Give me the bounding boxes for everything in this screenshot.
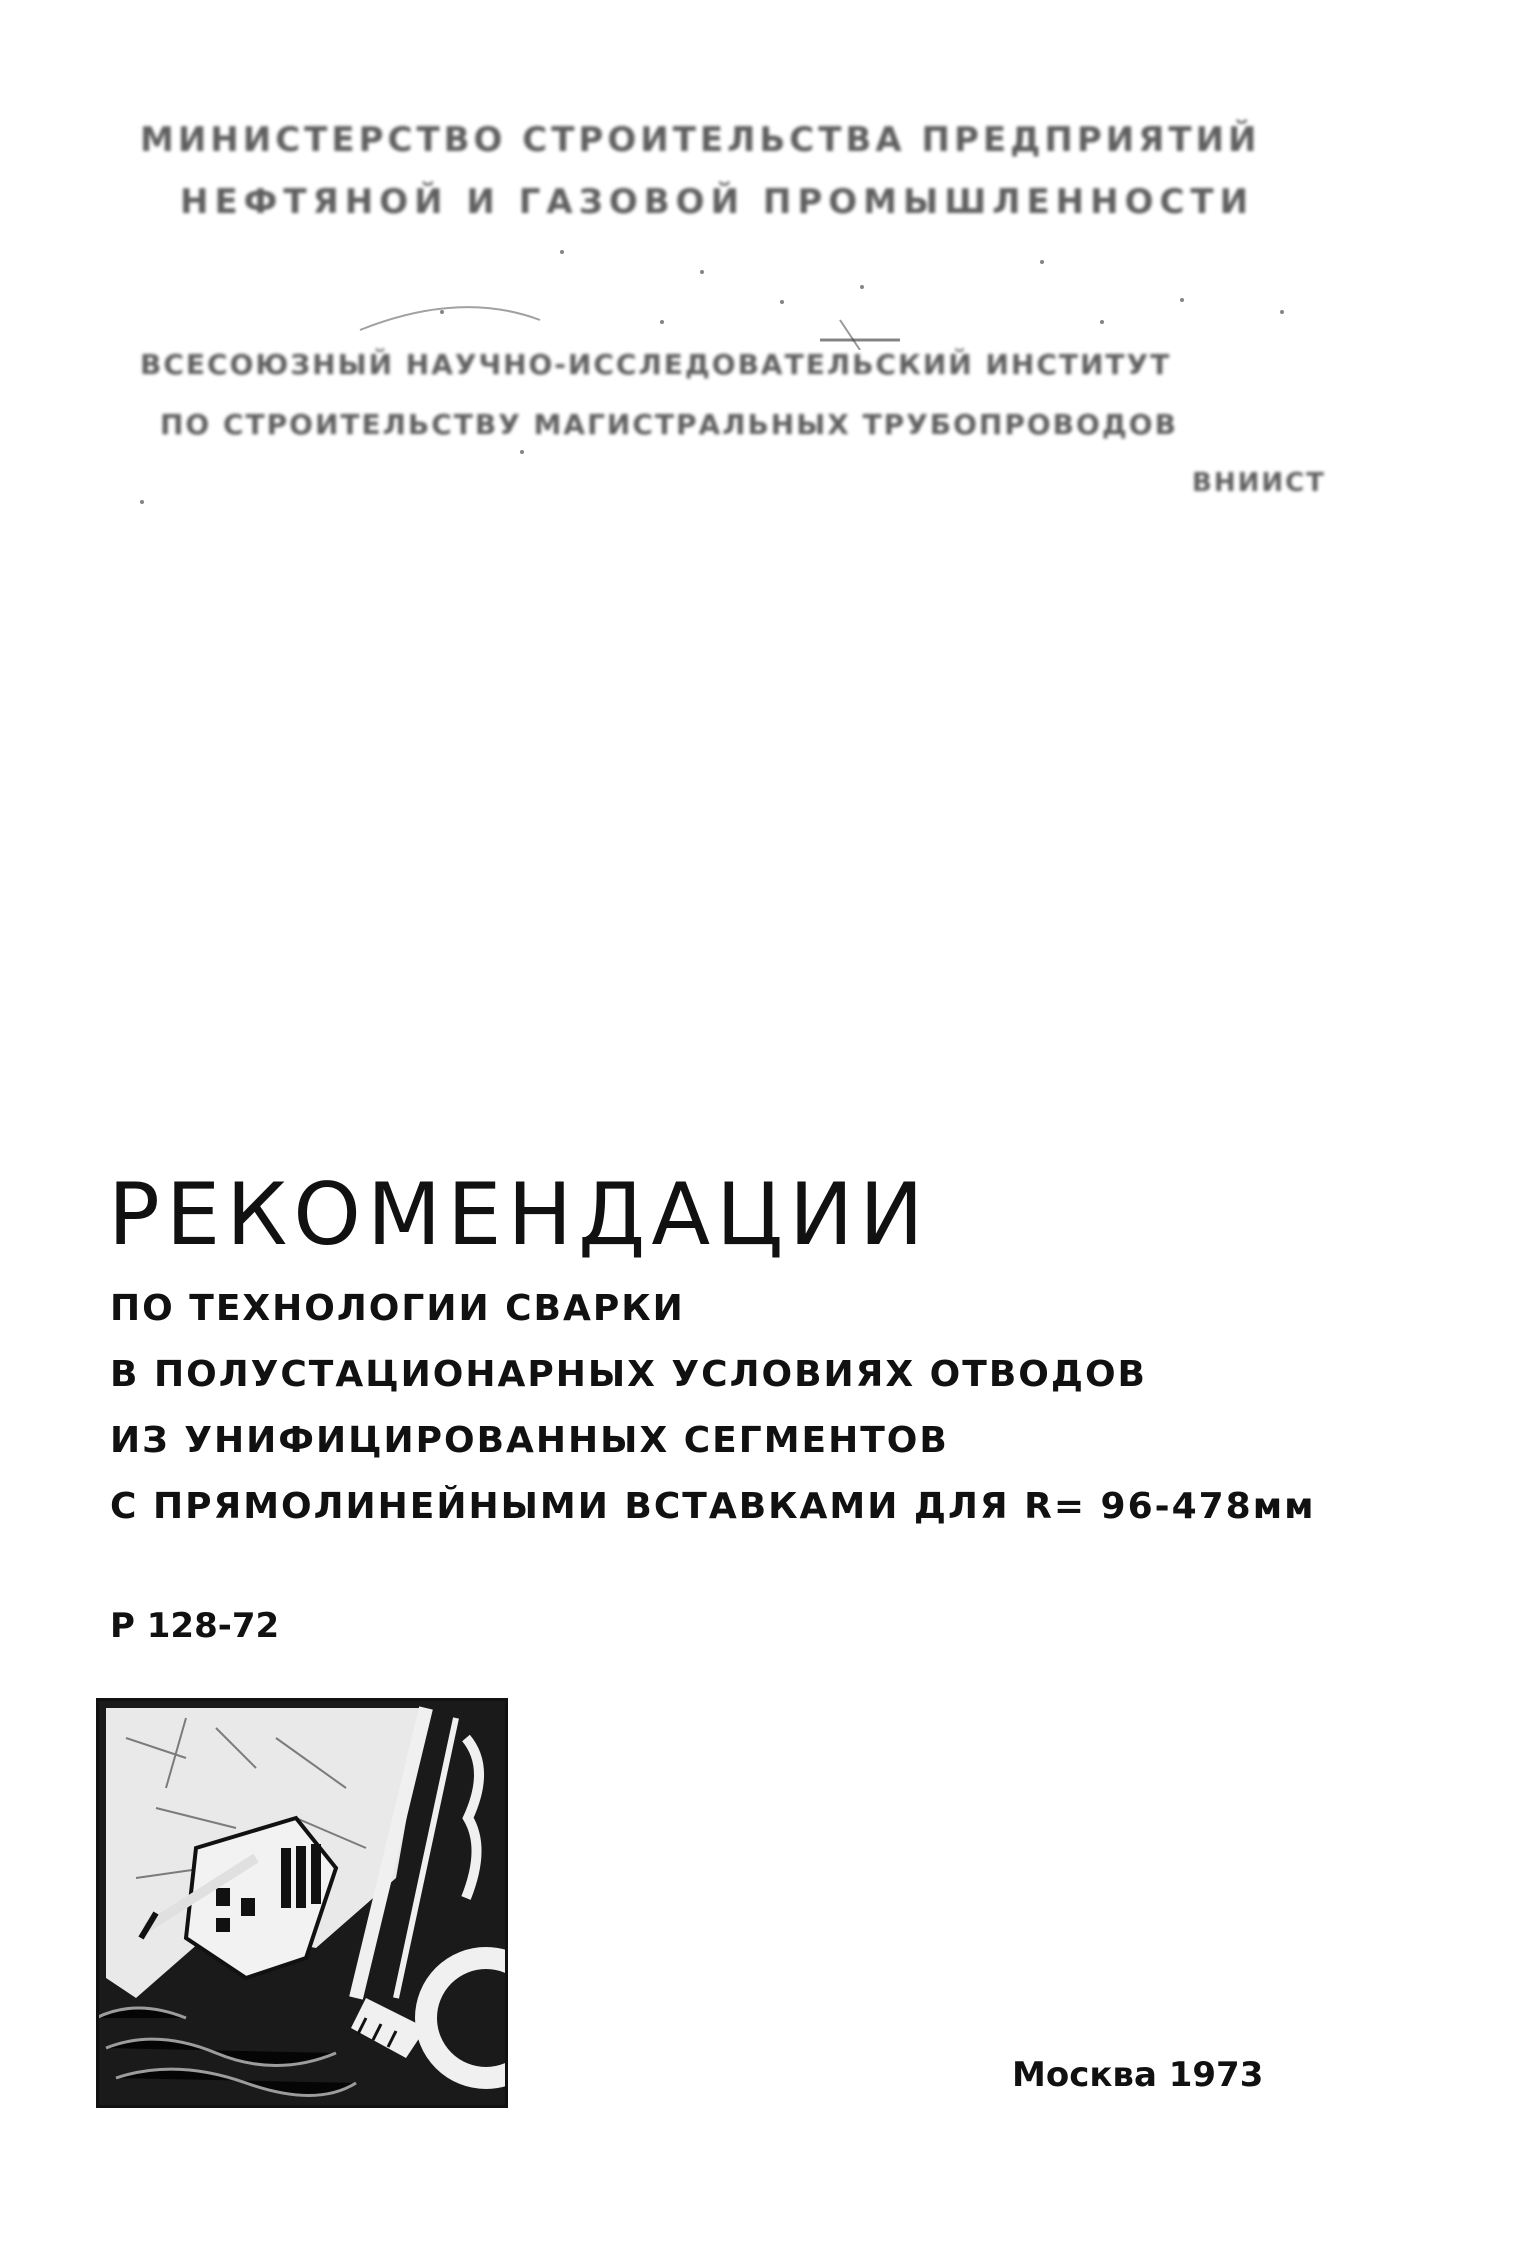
- subtitle-line-3: ИЗ УНИФИЦИРОВАННЫХ СЕГМЕНТОВ: [110, 1420, 949, 1461]
- scan-speck: [1040, 260, 1044, 264]
- ministry-header: [140, 120, 1360, 520]
- welding-pipeline-illustration-icon: [96, 1698, 508, 2108]
- header-line-1: МИНИСТЕРСТВО СТРОИТЕЛЬСТВА ПРЕДПРИЯТИЙ: [140, 120, 1261, 160]
- scan-speck: [140, 500, 144, 504]
- scan-speck: [1280, 310, 1284, 314]
- header-line-5: ВНИИСТ: [1192, 468, 1326, 498]
- document-code: Р 128-72: [110, 1606, 280, 1646]
- publisher-place-year: Москва 1973: [1012, 2055, 1264, 2095]
- header-line-2: НЕФТЯНОЙ И ГАЗОВОЙ ПРОМЫШЛЕННОСТИ: [180, 182, 1255, 222]
- subtitle-line-1: ПО ТЕХНОЛОГИИ СВАРКИ: [110, 1288, 685, 1329]
- header-line-4: ПО СТРОИТЕЛЬСТВУ МАГИСТРАЛЬНЫХ ТРУБОПРОВОДОВ: [160, 408, 1178, 441]
- header-line-3: ВСЕСОЮЗНЫЙ НАУЧНО-ИССЛЕДОВАТЕЛЬСКИЙ ИНСТИТУТ: [140, 348, 1172, 381]
- subtitle-line-2: В ПОЛУСТАЦИОНАРНЫХ УСЛОВИЯХ ОТВОДОВ: [110, 1354, 1147, 1395]
- scan-speck: [520, 450, 524, 454]
- scan-speck: [560, 250, 564, 254]
- subtitle-line-4: С ПРЯМОЛИНЕЙНЫМИ ВСТАВКАМИ ДЛЯ R= 96-478мм: [110, 1486, 1316, 1527]
- scan-smudge: [340, 270, 1240, 350]
- document-title: РЕКОМЕНДАЦИИ: [108, 1165, 930, 1265]
